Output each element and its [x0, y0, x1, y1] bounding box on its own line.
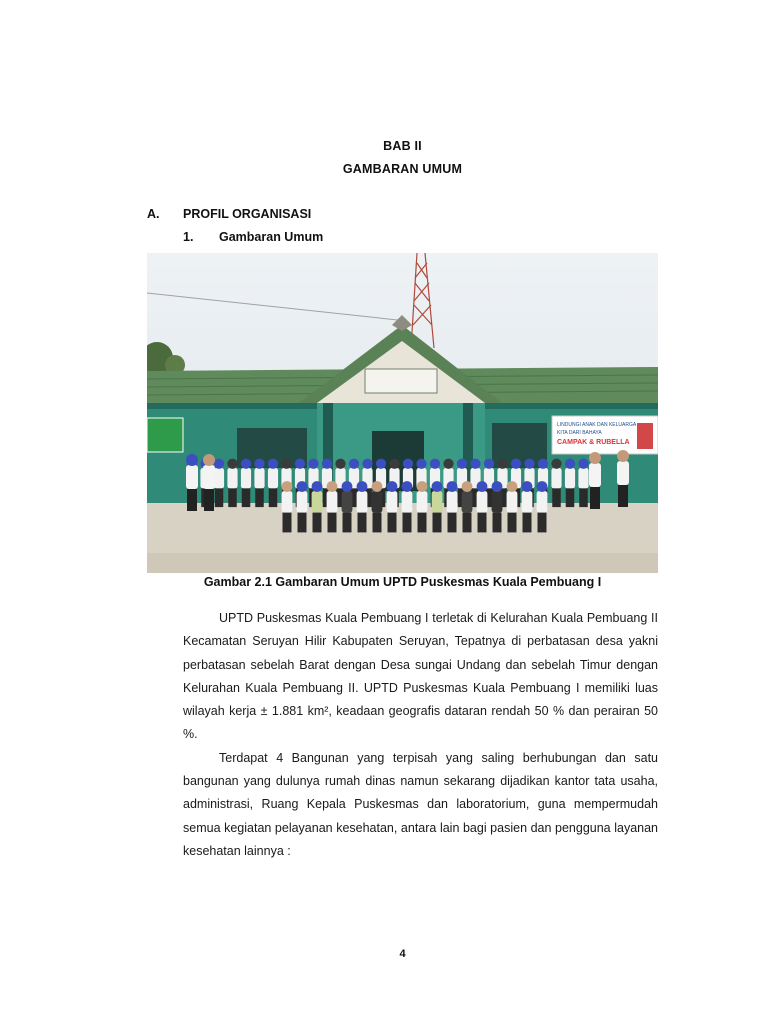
page-number: 4	[399, 948, 406, 960]
chapter-number: BAB II	[383, 139, 422, 153]
section-letter: A.	[147, 207, 160, 221]
paragraph-2: Terdapat 4 Bangunan yang terpisah yang saling berhubungan dan satu bangunan yang dulunya rumah dinas namun sekarang dijadikan kantor tata usaha, administrasi, Ruang Kepala Puskesmas dan laboratorium, guna mempermudah semua kegiatan pelayanan kesehatan, antara lain bagi pasien dan pengguna layanan kesehatan lainnya :	[183, 750, 658, 858]
figure-caption: Gambar 2.1 Gambaran Umum UPTD Puskesmas Kuala Pembuang I	[203, 575, 602, 589]
subsection-number: 1.	[183, 230, 194, 244]
svg-text:CAMPAK & RUBELLA: CAMPAK & RUBELLA	[557, 439, 630, 446]
figure-photo	[147, 253, 658, 573]
banner-text: LINDUNGI ANAK DAN KELUARGA	[557, 422, 637, 428]
svg-text:KITA DARI BAHAYA: KITA DARI BAHAYA	[557, 430, 602, 436]
body-text	[183, 607, 658, 863]
chapter-title: GAMBARAN UMUM	[342, 162, 463, 176]
subsection-title: Gambaran Umum	[219, 230, 324, 244]
section-title: PROFIL ORGANISASI	[183, 207, 312, 221]
paragraph-1: UPTD Puskesmas Kuala Pembuang I terletak di Kelurahan Kuala Pembuang II Kecamatan Seruyan Hilir Kabupaten Seruyan, Tepatnya di perbatasan desa yakni perbatasan sebelah Barat dengan Desa sungai Undang dan sebelah Timur dengan Kelurahan Kuala Pembuang II. UPTD Puskesmas Kuala Pembuang I memiliki luas wilayah kerja ± 1.881 km², keadaan geografis dataran rendah 50 % dan perairan 50 %.	[183, 611, 658, 742]
